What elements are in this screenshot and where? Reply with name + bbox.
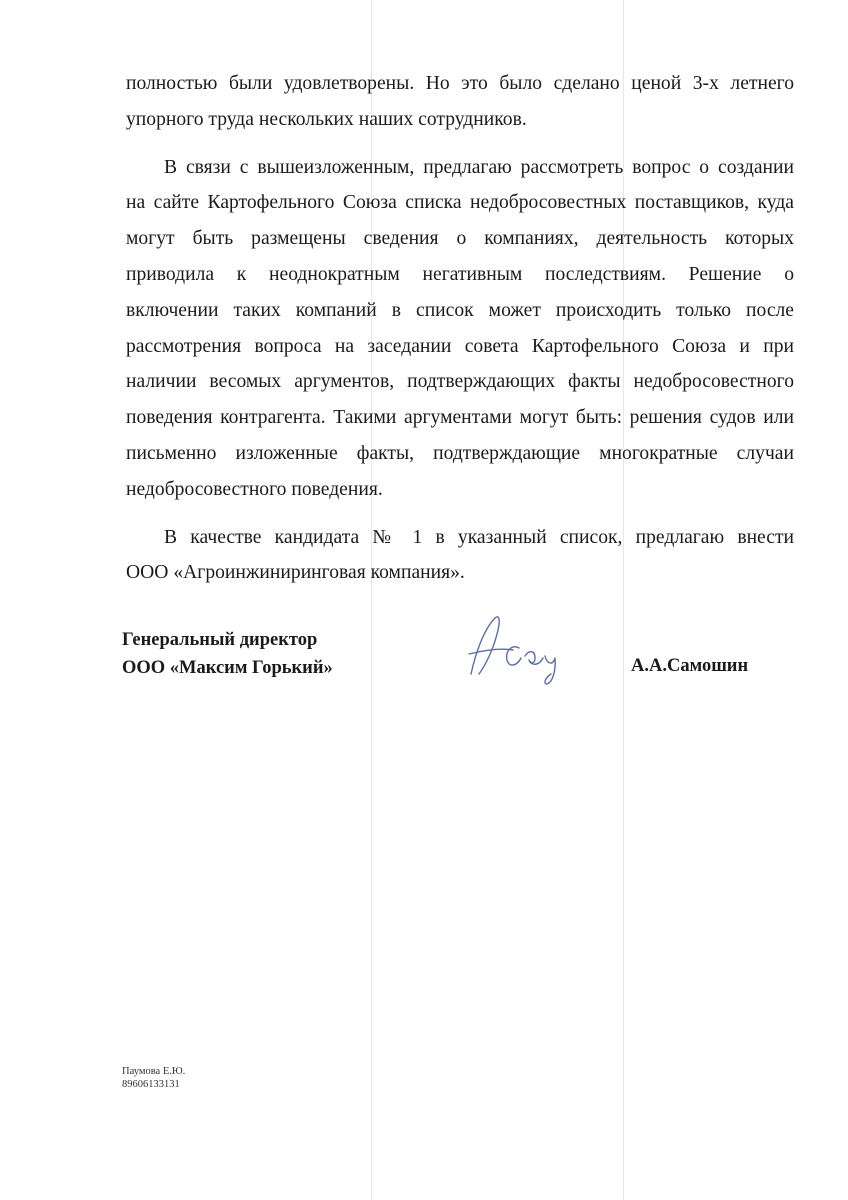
text-line: В связи с вышеизложенным, предлагаю рассмотреть вопрос о создании	[164, 156, 794, 178]
text-line: рассмотрения вопроса на заседании совета Картофельного Союза и при	[126, 335, 794, 357]
text-line: приводила к неоднократным негативным последствиям. Решение о	[126, 263, 794, 285]
text-line: полностью были удовлетворены. Но это было сделано ценой 3-х летнего	[126, 73, 794, 94]
text-line: упорного труда нескольких наших сотрудников.	[126, 108, 527, 130]
text-line: включении таких компаний в список может происходить только после	[126, 299, 794, 321]
text-line: недобросовестного поведения.	[126, 478, 383, 500]
executor-name: Паумова Е.Ю.	[122, 1066, 186, 1077]
executor-footer	[122, 1066, 185, 1091]
text-line: на сайте Картофельного Союза списка недобросовестных поставщиков, куда	[126, 192, 794, 214]
executor-phone: 89606133131	[122, 1078, 180, 1090]
text-line: ООО «Агроинжиниринговая компания».	[126, 562, 465, 584]
company-name: ООО «Максим Горький»	[122, 658, 333, 678]
position-title: Генеральный директор	[122, 630, 318, 650]
signer-name: А.А.Самошин	[631, 656, 749, 676]
text-line: наличии весомых аргументов, подтверждающих факты недобросовестного	[126, 371, 794, 393]
text-line: могут быть размещены сведения о компаниях, деятельность которых	[126, 228, 794, 250]
text-line: В качестве кандидата № 1 в указанный список, предлагаю внести	[164, 526, 794, 548]
text-line: письменно изложенные факты, подтверждающие многократные случаи	[126, 442, 794, 464]
handwritten-signature	[455, 608, 575, 688]
text-line: поведения контрагента. Такими аргументами могут быть: решения судов или	[126, 407, 794, 429]
signer-position	[122, 626, 333, 682]
letter-body	[126, 66, 794, 591]
